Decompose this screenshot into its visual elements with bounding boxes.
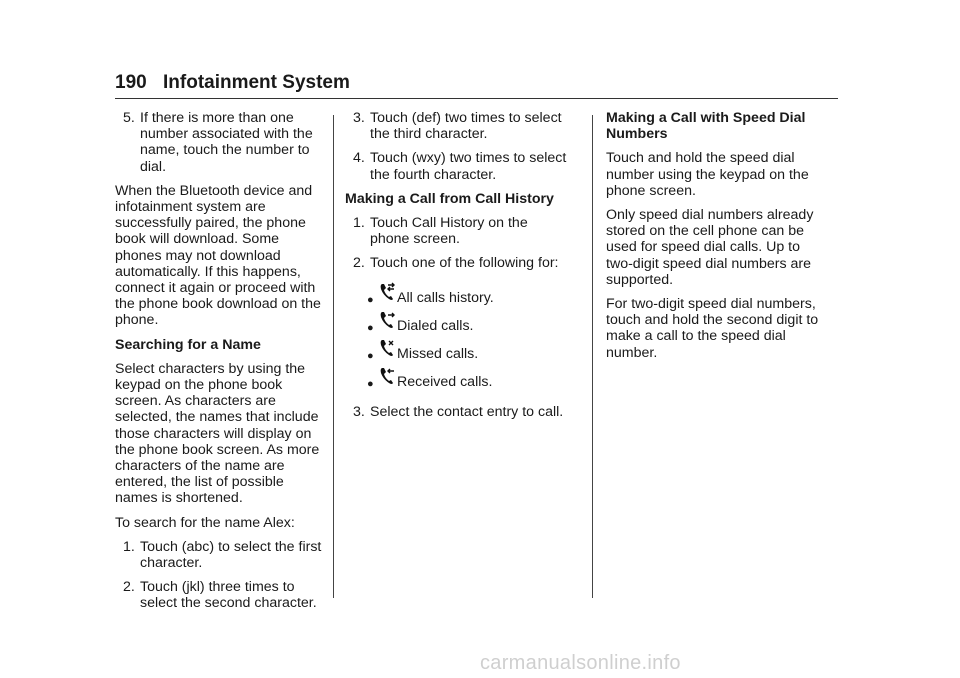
step-text: Touch (jkl) three times to select the second character. bbox=[140, 579, 317, 612]
column-3 bbox=[606, 110, 828, 369]
bullet-received-calls: ● Received calls. bbox=[345, 372, 581, 392]
section-heading-call-history: Making a Call from Call History bbox=[345, 190, 554, 207]
bullet-label: All calls history. bbox=[397, 289, 494, 306]
step-text: Touch Call History on the phone screen. bbox=[370, 215, 528, 248]
step-text: Touch (wxy) two times to select the fourth character. bbox=[370, 150, 567, 183]
dialed-calls-icon bbox=[379, 310, 395, 330]
section-heading-speed-dial: Making a Call with Speed Dial Numbers bbox=[606, 110, 806, 143]
page-title: Infotainment System bbox=[163, 72, 350, 93]
header-rule bbox=[115, 98, 838, 99]
paragraph-select-characters: Select characters by using the keypad on the phone book screen. As characters are selected, the names that include those characters will display on the phone book screen. As more characters of the name are entered, the list of possible names is shortened. bbox=[115, 360, 320, 507]
step-text: Touch one of the following for: bbox=[370, 255, 559, 272]
bullet-label: Missed calls. bbox=[397, 345, 479, 362]
bullet-label: Dialed calls. bbox=[397, 317, 474, 334]
paragraph-search-alex: To search for the name Alex: bbox=[115, 514, 295, 531]
step-text: Touch (abc) to select the first character. bbox=[140, 538, 322, 572]
paragraph-stored-numbers: Only speed dial numbers already stored on the cell phone can be used for speed dial calls. Up to two-digit speed dial numbers are supported. bbox=[606, 207, 814, 288]
bullet-dialed-calls: ● Dialed calls. bbox=[345, 316, 581, 336]
list-item bbox=[345, 150, 575, 182]
list-item bbox=[345, 110, 575, 142]
step-number: 2. bbox=[123, 579, 135, 596]
step-number: 5. bbox=[123, 110, 135, 126]
missed-calls-icon bbox=[379, 338, 395, 358]
all-calls-icon bbox=[379, 282, 395, 302]
watermark-text: carmanualsonline.info bbox=[480, 652, 681, 674]
list-item bbox=[115, 579, 325, 611]
step-number: 1. bbox=[353, 215, 365, 232]
step-text: Select the contact entry to call. bbox=[370, 403, 564, 420]
step-number: 4. bbox=[353, 150, 365, 167]
step-5 bbox=[115, 110, 325, 175]
received-calls-icon bbox=[379, 366, 395, 386]
bullet-all-calls: ● All calls history. bbox=[345, 288, 581, 308]
step-number: 3. bbox=[353, 110, 365, 126]
page-number: 190 bbox=[115, 72, 147, 93]
column-divider bbox=[333, 115, 334, 598]
column-divider bbox=[592, 115, 593, 598]
paragraph-pairing: When the Bluetooth device and infotainment system are successfully paired, the phone book will download. Some phones may not download automatically. If this happens, connect it again or proceed with the phone book download on the phone. bbox=[115, 182, 321, 329]
bullet-missed-calls: ● Missed calls. bbox=[345, 344, 581, 364]
list-item bbox=[345, 255, 580, 271]
step-number: 1. bbox=[123, 538, 135, 555]
paragraph-two-digit: For two-digit speed dial numbers, touch and hold the second digit to make a call to the speed dial number. bbox=[606, 296, 819, 361]
section-heading-search: Searching for a Name bbox=[115, 336, 261, 353]
column-2 bbox=[345, 110, 581, 428]
list-item bbox=[345, 404, 590, 420]
column-1 bbox=[115, 110, 325, 620]
list-item bbox=[345, 215, 570, 247]
search-steps bbox=[115, 539, 325, 612]
bullet-label: Received calls. bbox=[397, 373, 493, 390]
list-item bbox=[115, 539, 325, 571]
step-number: 3. bbox=[353, 403, 365, 420]
step-text: If there is more than one number associated with the name, touch the number to dial. bbox=[140, 110, 313, 175]
step-text: Touch (def) two times to select the third character. bbox=[370, 110, 562, 143]
step-number: 2. bbox=[353, 255, 365, 272]
paragraph-touch-hold: Touch and hold the speed dial number using the keypad on the phone screen. bbox=[606, 150, 809, 199]
